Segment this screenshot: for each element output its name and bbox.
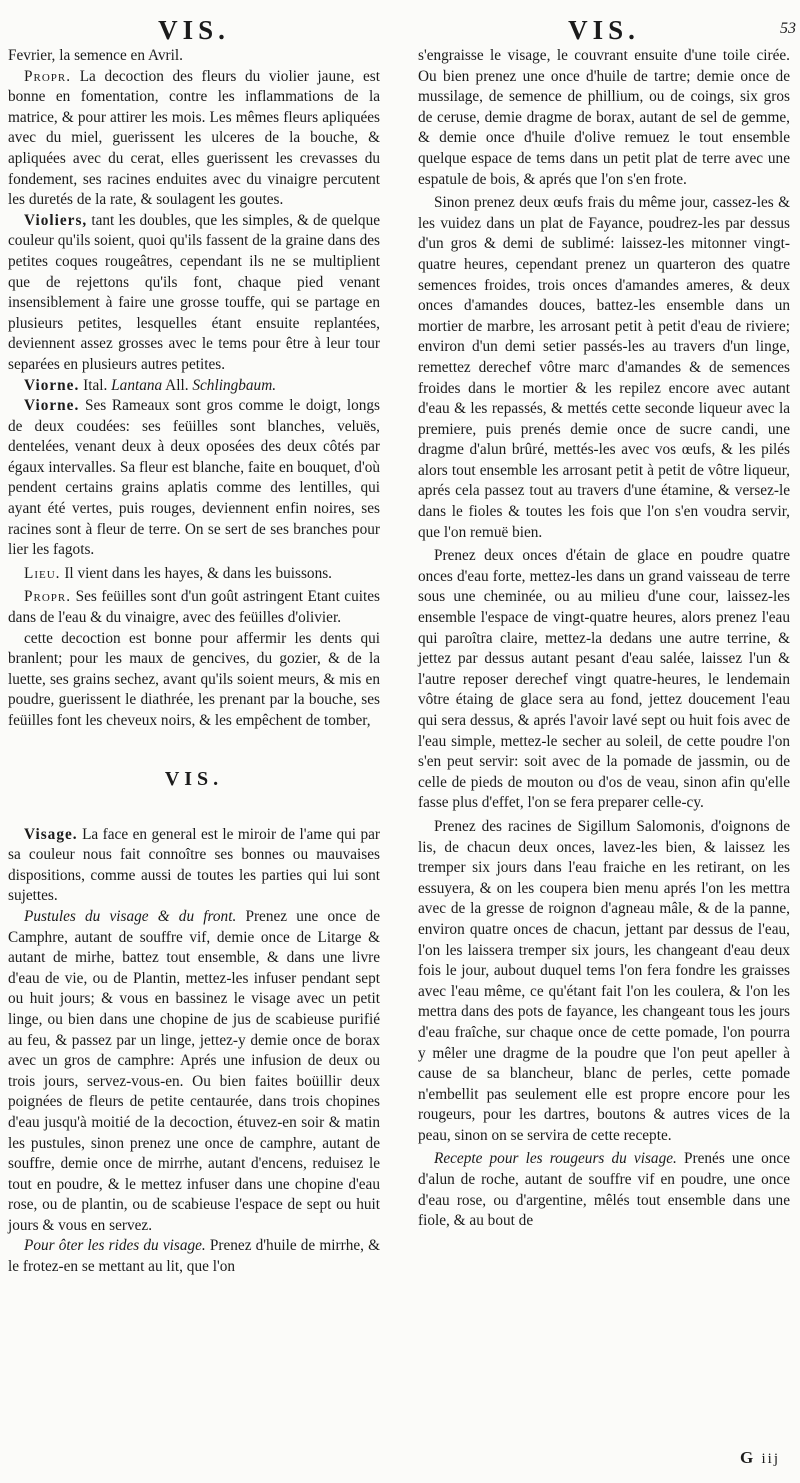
page-number: 53 [780,20,796,37]
left-column [8,0,380,1278]
paragraph-viorne-names: Viorne. Ital. Lantana All. Schlingbaum. [24,376,277,394]
entry-term: Viorne. [24,397,80,415]
entry-term: Viorne. [24,376,80,394]
paragraph-oeufs: Sinon prenez deux œufs frais du même jour, cassez-les & les vuidez dans un plat de Fayance, poudrez-les par dessus d'un gros & demi de sublimé: laissez-les mitonner vingt-quatre heures, cependant prenez un quarteron des quatre semences froides, trois onces d'amandes ameres, & deux onces d'amandes douces, battez-les ensemble dans un mortier de marbre, les arrosant petit à petit d'eau de riviere; environ d'un demi setier passés-les au travers d'un linge, remettez derechef vôtre marc d'amandes & de semences froides dans le mortier & les repilez encore avec autant d'eau & les repassés, & mettés cette seconde liqueur avec la premiere, puis prenés demie once de sucre candi, une dragme d'alun brûré, mettés-les avec vos œufs, & les pilés alors tout ensemble les arrosant petit à petit de vôtre liqueur, aprés cela passez tout au travers d'une étamine, & versez-le dans le fioles & toutes les fois que l'on s'en voudra servir, que l'on remuë bien. [418,194,790,541]
right-running-head: VIS. [568,15,640,45]
entry-lead: Lieu. [24,564,61,582]
recipe-title: Recepte pour les rougeurs du visage. [434,1150,677,1168]
paragraph-lieu: Lieu. Il vient dans les hayes, & dans les buissons. [24,564,332,582]
paragraph-propr-violier: Propr. La decoction des fleurs du violier jaune, est bonne en fomentation, contre les inflammations de la matrice, & pour attirer les mois. Les mêmes fleurs apliquées avec du miel, guerissent les ulceres de la bouche, & apliquées avec du cerat, elles guerissent les crevasses du fondement, ses racines enduites avec du vinaigre percutent les duretés de la rate, & soulagent les goutes. [8,67,380,209]
paragraph-viorne: Viorne. Ses Rameaux sont gros comme le doigt, longs de deux coudées: ses feüilles sont blanches, veluës, dentelées, venant deux à deux oposées des deux côtés par égaux intervalles. Sa fleur est blanche, faite en bouquet, d'où pendent certains grains aplatis comme des lentilles, qui ayant été vertes, puis rouges, deviennent enfin noires, ses racines sont à fleur de terre. On se sert de ses branches pour lier les fagots. [8,397,380,559]
paragraph-etain: Prenez deux onces d'étain de glace en poudre quatre onces d'eau forte, mettez-les dans un grand vaisseau de terre sous une cheminée, ou au milieu d'une cour, laissez-les ensemble l'espace de vingt-quatre heures, alors prenez l'eau qui paroîtra claire, mettez-la dedans une autre terrine, & jettez par dessus autant pesant d'eau salée, laissez l'un & l'autre reposer derechef vingt quatre-heures, le lendemain vôtre étaing de glace sera au fond, jettez doucement l'eau qui sera dessus, & aprés l'avoir lavé sept ou huit fois avec de l'eau simple, mettez-le secher au soleil, de cette poudre l'on s'en peut servir: soit avec de la pomade de jassmin, ou de celle de pieds de mouton ou d'os de veau, sinon afin qu'elle fasse plus d'effet, l'on se fera preparer celle-cy. [418,547,790,812]
paragraph-1: Fevrier, la semence en Avril. [8,47,183,64]
paragraph-pustules: Pustules du visage & du front. Prenez une once de Camphre, autant de souffre vif, demie once de Litarge & autant de mirhe, battez tout ensemble, & dans une livre d'eau de vie, ou de Plantin, mettez-les infuser pendant sept ou huit jours; & vous en bassinez le visage avec un petit linge, ou bien dans une chopine de jus de scabieuse purifié au feu, & passez par un linge, jettez-y demie once de borax avec un gros de camphre: Aprés une infusion de deux ou trois jours, servez-vous-en. Ou bien faites boüillir deux poignées de fleurs de petite centaurée, dans trois chopines d'eau jusqu'à moitié de la decoction, étuvez-en soir & matin les pustules, sinon prenez une once de camphre, autant de souffre, demie once de mirrhe, autant d'encens, reduisez le tout en poudre, & le mettez infuser dans une chopine d'eau rose, ou de plantin, ou de scabieuse l'espace de sept ou huit jours & vous en servez. [8,907,380,1234]
paragraph-decoction: cette decoction est bonne pour affermir les dents qui branlent; pour les maux de gencives, du gozier, & de la luette, ses grains sechez, avant qu'ils soient meurs, & mis en poudre, guerissent le diathrée, les prenant par la bouche, ses feüilles font les cheveux noirs, & les empêchent de tomber, [8,629,380,729]
signature-mark: G iij [740,1448,780,1467]
paragraph-rougeurs: Recepte pour les rougeurs du visage. Prenés une once d'alun de roche, autant de souffre vif en poudre, une once d'eau rose, ou d'argentine, mêlés tout ensemble dans une fiole, & au bout de [418,1150,790,1230]
recipe-title: Pustules du visage & du front. [24,907,237,925]
paragraph-violiers: Violiers, tant les doubles, que les simples, & de quelque couleur qu'ils soient, quoi qu'ils fassent de la graine dans des petites coques rougeâtres, cependant ils ne se multiplient que de rejettons qu'ils font, chaque pied venant insensiblement à faire une grosse touffe, qui se partage en plusieurs petites, lesquelles étant ensuite replantées, deviennent assez grosses avec le tems pour être à leur tour separées en plusieurs autres petites. [8,211,381,373]
paragraph-continued: s'engraisse le visage, le couvrant ensuite d'une toile cirée. Ou bien prenez une once d'huile de tartre; demie once de mussilage, de semence de phillium, ou de coings, six gros de ceruse, demie dragme de borax, autant de sel de gemme, & demie once d'huile d'olive remuez le tout ensemble quelque espace de tems dans un petit plat de terre avec une espatule de bois, & aprés que l'on s'en frote. [418,47,790,188]
paragraph-visage: Visage. La face en general est le miroir de l'ame qui par sa couleur nous fait connoître ses bonnes ou mauvaises dispositions, comme aussi de toutes les parties qui lui sont sujettes. [8,825,380,905]
section-heading: VIS. [164,767,224,790]
left-running-head: VIS. [158,15,230,45]
paragraph-rides: Pour ôter les rides du visage. Prenez d'huile de mirrhe, & le frotez-en se mettant au lit, que l'on [8,1237,381,1276]
paragraph-sigillum: Prenez des racines de Sigillum Salomonis, d'oignons de lis, de chacun deux onces, lavez-les bien, & laissez les tremper six jours dans l'eau fraiche en les retirant, on les essuyera, & on les coupera bien menu aprés l'on les mettra avec de la gresse de roignon d'agneau mâle, & de la panne, environ quatre onces de chacun, jettant par dessus de l'eau, l'on les laissera tremper six jours, les changeant d'eau deux fois le jour, aubout duquel tems l'on fera fondre les graisses avec l'eau même, ce qu'étant fait l'on les coulera, & l'on les mettra dans des pots de fayance, les changeant tous les jours d'eau fraîche, sur chaque once de cette pomade, l'on pourra y mêler une dragme de la poudre que l'on peut apeller à cause de sa blancheur, blanc de perles, cette pomade n'embellit pas seulement elle est propre encore pour les rougeurs, pour les dartres, boutons & autres vices de la peau, sinon on se servira de cette recepte. [418,817,790,1144]
entry-term: Visage. [24,825,78,843]
entry-lead: Propr. [24,588,72,606]
entry-term: Violiers, [24,211,88,229]
entry-lead: Propr. [24,67,72,85]
paragraph-propr-viorne: Propr. Ses feüilles sont d'un goût astringent Etant cuites dans de l'eau & du vinaigre, avec des feüilles d'olivier. [8,588,380,627]
right-column [418,0,790,1232]
recipe-title: Pour ôter les rides du visage. [24,1237,206,1255]
